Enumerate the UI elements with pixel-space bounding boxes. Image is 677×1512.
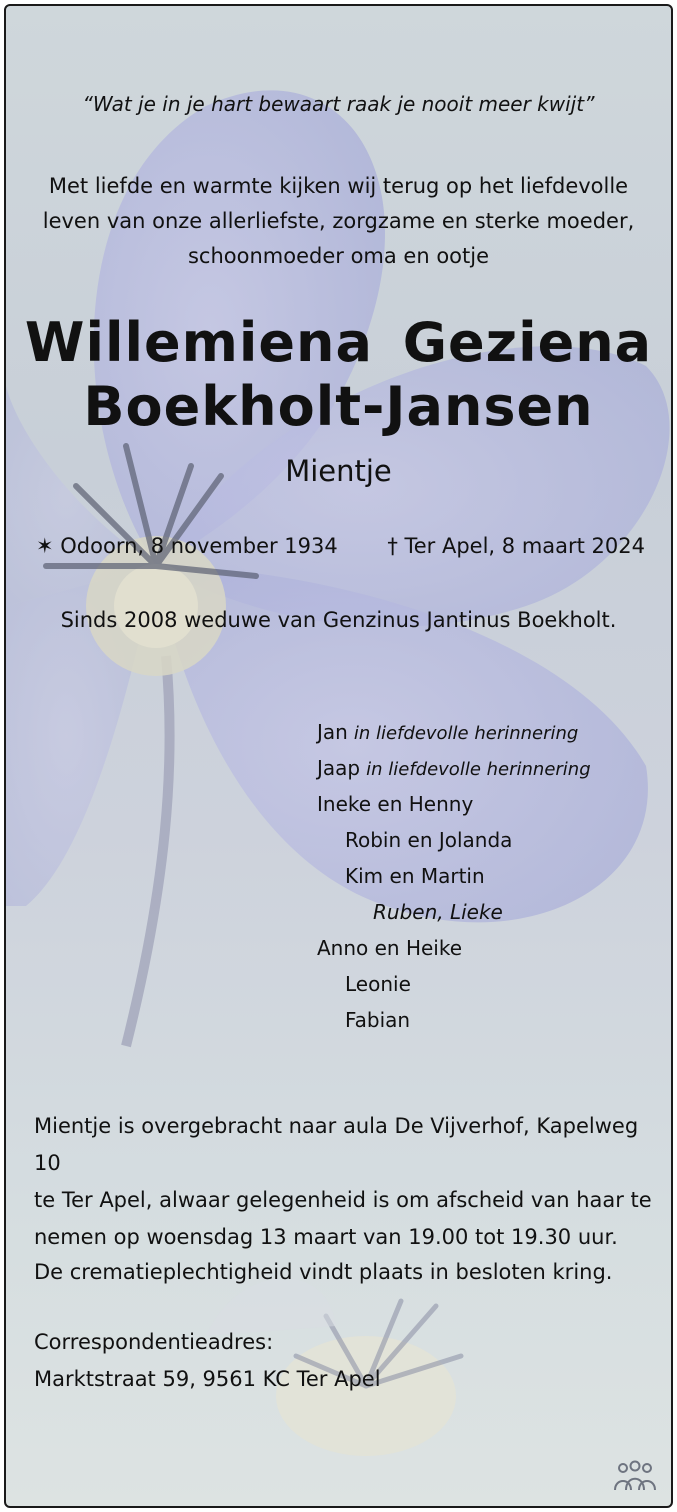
family-member: Fabian (345, 1008, 411, 1032)
family-member: Anno en Heike (317, 936, 463, 960)
widow-note: Sinds 2008 weduwe van Genzinus Jantinus Boekholt. (60, 608, 617, 632)
correspondence-address: Marktstraat 59, 9561 KC Ter Apel (34, 1367, 381, 1391)
birth-date: ✶ Odoorn, 8 november 1934 (36, 534, 338, 558)
intro-line: Met liefde en warmte kijken wij terug op het liefdevolle (48, 174, 629, 198)
memorial-note: in liefdevolle herinnering (366, 759, 591, 780)
cremation-text: De crematieplechtigheid vindt plaats in besloten kring. (34, 1260, 613, 1284)
correspondence-label: Correspondentieadres: (34, 1330, 274, 1354)
family-member: Robin en Jolanda (345, 828, 513, 852)
intro-line: leven van onze allerliefste, zorgzame en sterke moeder, (42, 209, 635, 233)
family-member: Leonie (345, 972, 411, 996)
family-member: Ruben, Lieke (373, 900, 503, 924)
family-list (317, 716, 591, 1040)
nickname: Mientje (285, 454, 392, 488)
deceased-name-first: Willemiena Geziena (24, 311, 653, 374)
death-date: † Ter Apel, 8 maart 2024 (387, 534, 645, 558)
family-member: Jan in liefdevolle herinnering (317, 720, 579, 744)
intro-text (6, 169, 671, 274)
memorial-note: in liefdevolle herinnering (353, 723, 579, 744)
deceased-name-surname: Boekholt-Jansen (83, 375, 594, 438)
family-member: Kim en Martin (345, 864, 485, 888)
family-member: Jaap in liefdevolle herinnering (317, 756, 591, 780)
visitation-text: Mientje is overgebracht naar aula De Vijverhof, Kapelweg 10 te Ter Apel, alwaar gelegenheid is om afscheid van haar te nemen op woensdag 13 maart van 19.00 tot 19.30 uur. (34, 1114, 652, 1249)
obituary-card (4, 4, 673, 1508)
people-group-icon (613, 1460, 657, 1494)
family-member: Ineke en Henny (317, 792, 474, 816)
intro-line: schoonmoeder oma en ootje (187, 244, 490, 268)
opening-quote: “Wat je in je hart bewaart raak je nooit meer kwijt” (82, 92, 595, 116)
correspondence-block (34, 1324, 654, 1398)
